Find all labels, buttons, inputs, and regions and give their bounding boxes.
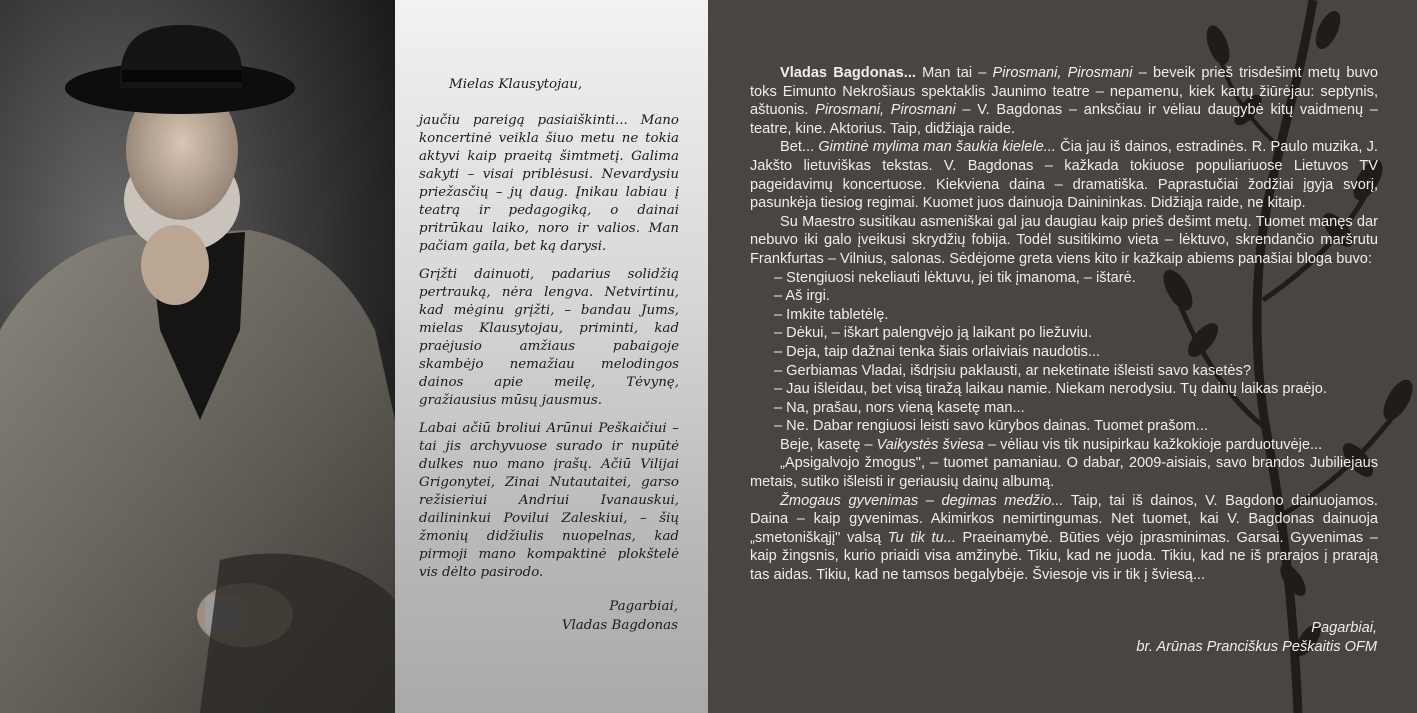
- title-run: Vaikystės šviesa: [876, 436, 984, 453]
- author-name: Vladas Bagdonas...: [780, 65, 916, 81]
- title-run: Pirosmani, Pirosmani: [992, 65, 1133, 81]
- dialogue-line: – Imkite tabletėlę.: [774, 306, 889, 323]
- article-paragraph: [750, 138, 1378, 212]
- article-paragraph: [750, 436, 1378, 455]
- dialogue-line: – Gerbiamas Vladai, išdrįsiu paklausti, ar neketinate išleisti savo kasetės?: [774, 362, 1251, 379]
- text-run: – V. Bagdonas – anksčiau ir vėliau daugybė kitų vaidmenų – teatre, kine. Aktorius. Taip, didžiąja raide.: [750, 102, 1378, 137]
- text-run: Praeinamybė. Būties vėjo įprasminimas. Garsai. Gyvenimas – kaip žingsnis, kurio priaidi visa amžinybė. Tikiu, kad ne juoda. Tikiu, kad ne iš prarajos į prarają tas aidas. Tikiu, kad ne tamsos begalybėje. Šviesoje vis ir tik į šviesą...: [750, 529, 1378, 584]
- article-paragraph: Su Maestro susitikau asmeniškai gal jau daugiau kaip prieš dešimt metų. Tuomet manęs dar nebuvo iki galo įveikusi skrydžių fobija. Todėl susitikimo vieta – lėktuvo, skrendančio maršrutu Frankfurtas – Vilnius, salonas. Sėdėjome greta viens kito ir kažkaip abiems panašiai bloga buvo:: [750, 213, 1378, 267]
- article-signature: br. Arūnas Pranciškus Peškaitis OFM: [1136, 639, 1377, 655]
- title-run: Pirosmani, Pirosmani: [815, 102, 956, 119]
- dialogue-line: – Dėkui, – iškart palengvėjo ją laikant po liežuviu.: [774, 325, 1092, 342]
- text-run: Bet...: [780, 139, 819, 156]
- article-text: [750, 64, 1378, 585]
- dialogue-line: – Aš irgi.: [774, 288, 830, 305]
- title-run: Tu tik tu...: [887, 529, 956, 546]
- portrait-photo: [0, 0, 395, 713]
- title-run: Žmogaus gyvenimas – degimas medžio...: [780, 492, 1064, 509]
- letter-signature-block: [562, 597, 678, 635]
- letter-greeting: Mielas Klausytojau,: [449, 77, 583, 92]
- dialogue-line: – Na, prašau, nors vieną kasetę man...: [774, 399, 1025, 416]
- title-run: Gimtinė mylima man šaukia kielele...: [818, 139, 1056, 156]
- letter-paragraph: Grįžti dainuoti, padarius solidžią pertrauką, nėra lengva. Netvirtinu, kad mėginu grįžti, – bandau Jums, mielas Klausytojau, priminti, kad praėjusio amžiaus pabaigoje skambėjo nemažiau melodingos dainos apie meilę, Tėvynę, gražiausius mūsų jausmus.: [419, 267, 679, 408]
- letter-closing: Pagarbiai,: [609, 599, 678, 614]
- text-run: Taip, tai iš dainos, V. Bagdono dainuojamos. Daina – kaip gyvenimas. Akimirkos nemirtingumas. Net tuomet, kai V. Bagdonas dainuoja „smetoniškąjį" valsą: [750, 492, 1378, 546]
- dialogue-line: – Ne. Dabar rengiuosi leisti savo kūrybos dainas. Tuomet prašom...: [774, 418, 1208, 435]
- dialogue-line: – Jau išleidau, bet visą tiražą laikau namie. Niekam nerodysiu. Tų dainų laikas praėjo.: [774, 381, 1327, 398]
- dialogue-line: – Deja, taip dažnai tenka šiais orlaiviais naudotis...: [774, 343, 1101, 360]
- article-paragraph: [750, 492, 1378, 585]
- portrait-illustration: [0, 0, 395, 713]
- text-run: – beveik prieš trisdešimt metų buvo toks Eimunto Nekrošiaus spektaklis Jaunimo teatre – nepamenu, kiek kartų žiūrėjau: septynis, aštuonis.: [750, 65, 1378, 119]
- article-paragraph: [750, 64, 1378, 138]
- text-run: Čia jau iš dainos, estradinės. R. Paulo muzika, J. Jakšto lietuviškas tekstas. V. Bagdonas – kažkada tokiuose populiariuose Lietuvos TV pageidavimų koncertuose. Kiekviena daina – dramatiška. Paprastučiai žodžiai įgyja svorį, pasunkėja tiesiog regimai. Kuomet juos dainuoja Dainininkas. Didžiąja raide, ne kitaip.: [750, 139, 1378, 212]
- article-paragraph: „Apsigalvojo žmogus", – tuomet pamaniau. O dabar, 2009-aisiais, savo brandos Jubiliejaus metais, sutiko išleisti ir geriausių dainų albumą.: [750, 455, 1378, 491]
- letter-signature: Vladas Bagdonas: [561, 618, 678, 633]
- text-run: Man tai –: [915, 65, 993, 81]
- dialogue-line: – Stengiuosi nekeliauti lėktuvu, jei tik įmanoma, – ištarė.: [774, 269, 1136, 286]
- text-run: – vėliau vis tik nusipirkau kažkokioje parduotuvėje...: [983, 436, 1323, 453]
- right-text-panel: [708, 0, 1417, 713]
- letter-paragraph: jaučiu pareigą pasiaiškinti... Mano koncertinė veikla šiuo metu ne tokia aktyvi kaip praeitą šimtmetį. Galima sakyti – visai priblėsusi. Nevardysiu priežasčių – jų daug. Įnikau labiau į teatrą ir pedagogiką, o dainai pritrūkau laiko, noro ir valios. Man pačiam gaila, bet ką darysi.: [419, 113, 679, 254]
- letter-panel: [395, 0, 708, 713]
- article-signature-block: [1136, 619, 1377, 657]
- letter-paragraph: Labai ačiū broliui Arūnui Peškaičiui – tai jis archyvuose surado ir nupūtė dulkes nuo mano įrašų. Ačiū Vilijai Grigonytei, Zinai Nutautaitei, garso režisieriui Andriui Ivanauskui, dailininkui Povilui Zaleskiui, – šių žmonių didžiulis nuopelnas, kad pirmoji mano kompaktinė plokštelė vis dėlto pasirodo.: [419, 421, 679, 580]
- article-closing: Pagarbiai,: [1311, 620, 1377, 636]
- text-run: Beje, kasetę –: [780, 436, 877, 453]
